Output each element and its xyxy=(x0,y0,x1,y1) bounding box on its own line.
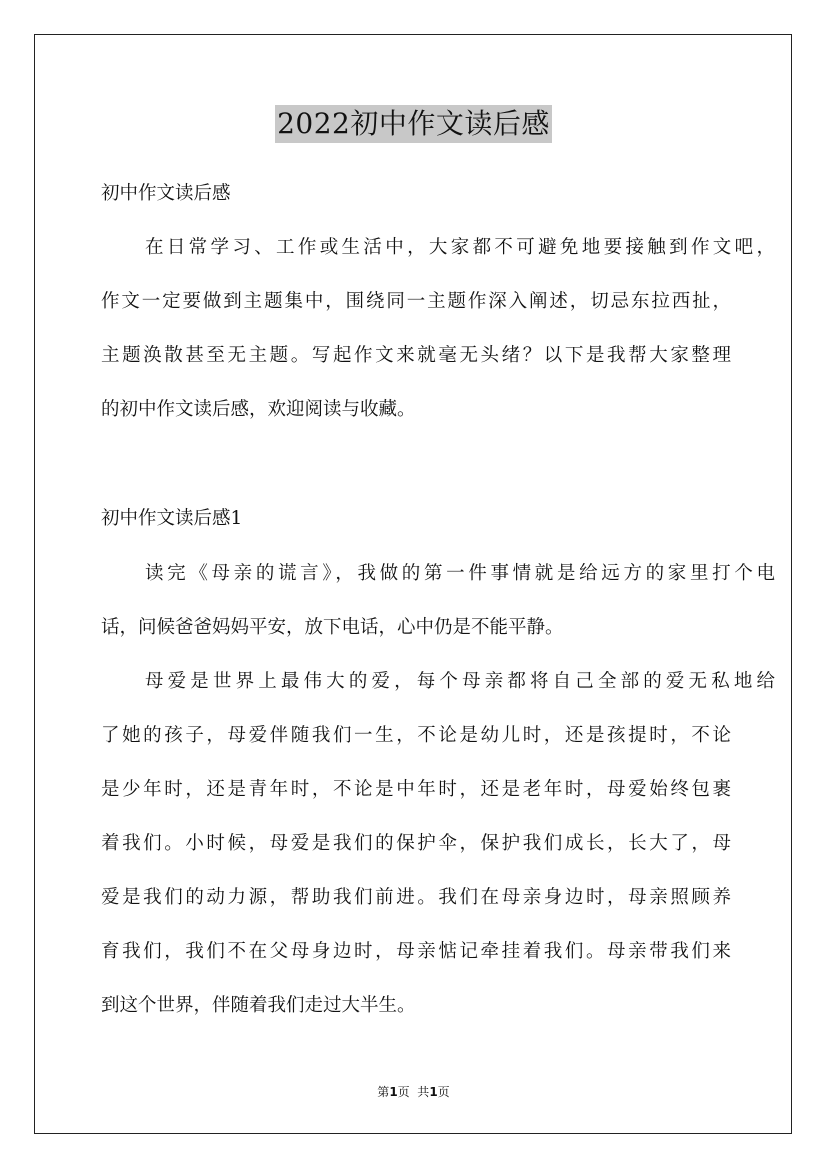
para2-line-1: 母爱是世界上最伟大的爱，每个母亲都将自己全部的爱无私地给 xyxy=(145,671,775,692)
footer-middle: 页 共 xyxy=(397,1085,430,1099)
document-title: 2022初中作文读后感 xyxy=(0,103,827,143)
para1-line-1: 读完《母亲的谎言》，我做的第一件事情就是给远方的家里打个电 xyxy=(145,563,775,584)
intro-line-3: 主题涣散甚至无主题。写起作文来就毫无头绪？以下是我帮大家整理 xyxy=(101,345,731,366)
para2-line-3: 是少年时，还是青年时，不论是中年时，还是老年时，母爱始终包裹 xyxy=(101,779,731,800)
footer-total-pages: 1 xyxy=(429,1085,438,1099)
intro-line-2: 作文一定要做到主题集中，围绕同一主题作深入阐述，切忌东拉西扯， xyxy=(101,291,731,312)
section-heading: 初中作文读后感1 xyxy=(101,508,243,529)
intro-line-4: 的初中作文读后感，欢迎阅读与收藏。 xyxy=(101,399,416,420)
page-footer xyxy=(0,1084,827,1100)
document-subtitle: 初中作文读后感 xyxy=(101,183,231,204)
footer-page-number: 1 xyxy=(389,1085,398,1099)
para2-line-6: 育我们，我们不在父母身边时，母亲惦记牵挂着我们。母亲带我们来 xyxy=(101,941,731,962)
para2-line-4: 着我们。小时候，母爱是我们的保护伞，保护我们成长，长大了，母 xyxy=(101,833,731,854)
footer-suffix: 页 xyxy=(437,1085,450,1099)
para1-line-2: 话，问候爸爸妈妈平安，放下电话，心中仍是不能平静。 xyxy=(101,617,564,638)
para2-line-2: 了她的孩子，母爱伴随我们一生，不论是幼儿时，还是孩提时，不论 xyxy=(101,725,731,746)
footer-prefix: 第 xyxy=(377,1085,390,1099)
para2-line-7: 到这个世界，伴随着我们走过大半生。 xyxy=(101,995,416,1016)
para2-line-5: 爱是我们的动力源，帮助我们前进。我们在母亲身边时，母亲照顾养 xyxy=(101,887,731,908)
intro-line-1: 在日常学习、工作或生活中，大家都不可避免地要接触到作文吧， xyxy=(145,237,775,258)
